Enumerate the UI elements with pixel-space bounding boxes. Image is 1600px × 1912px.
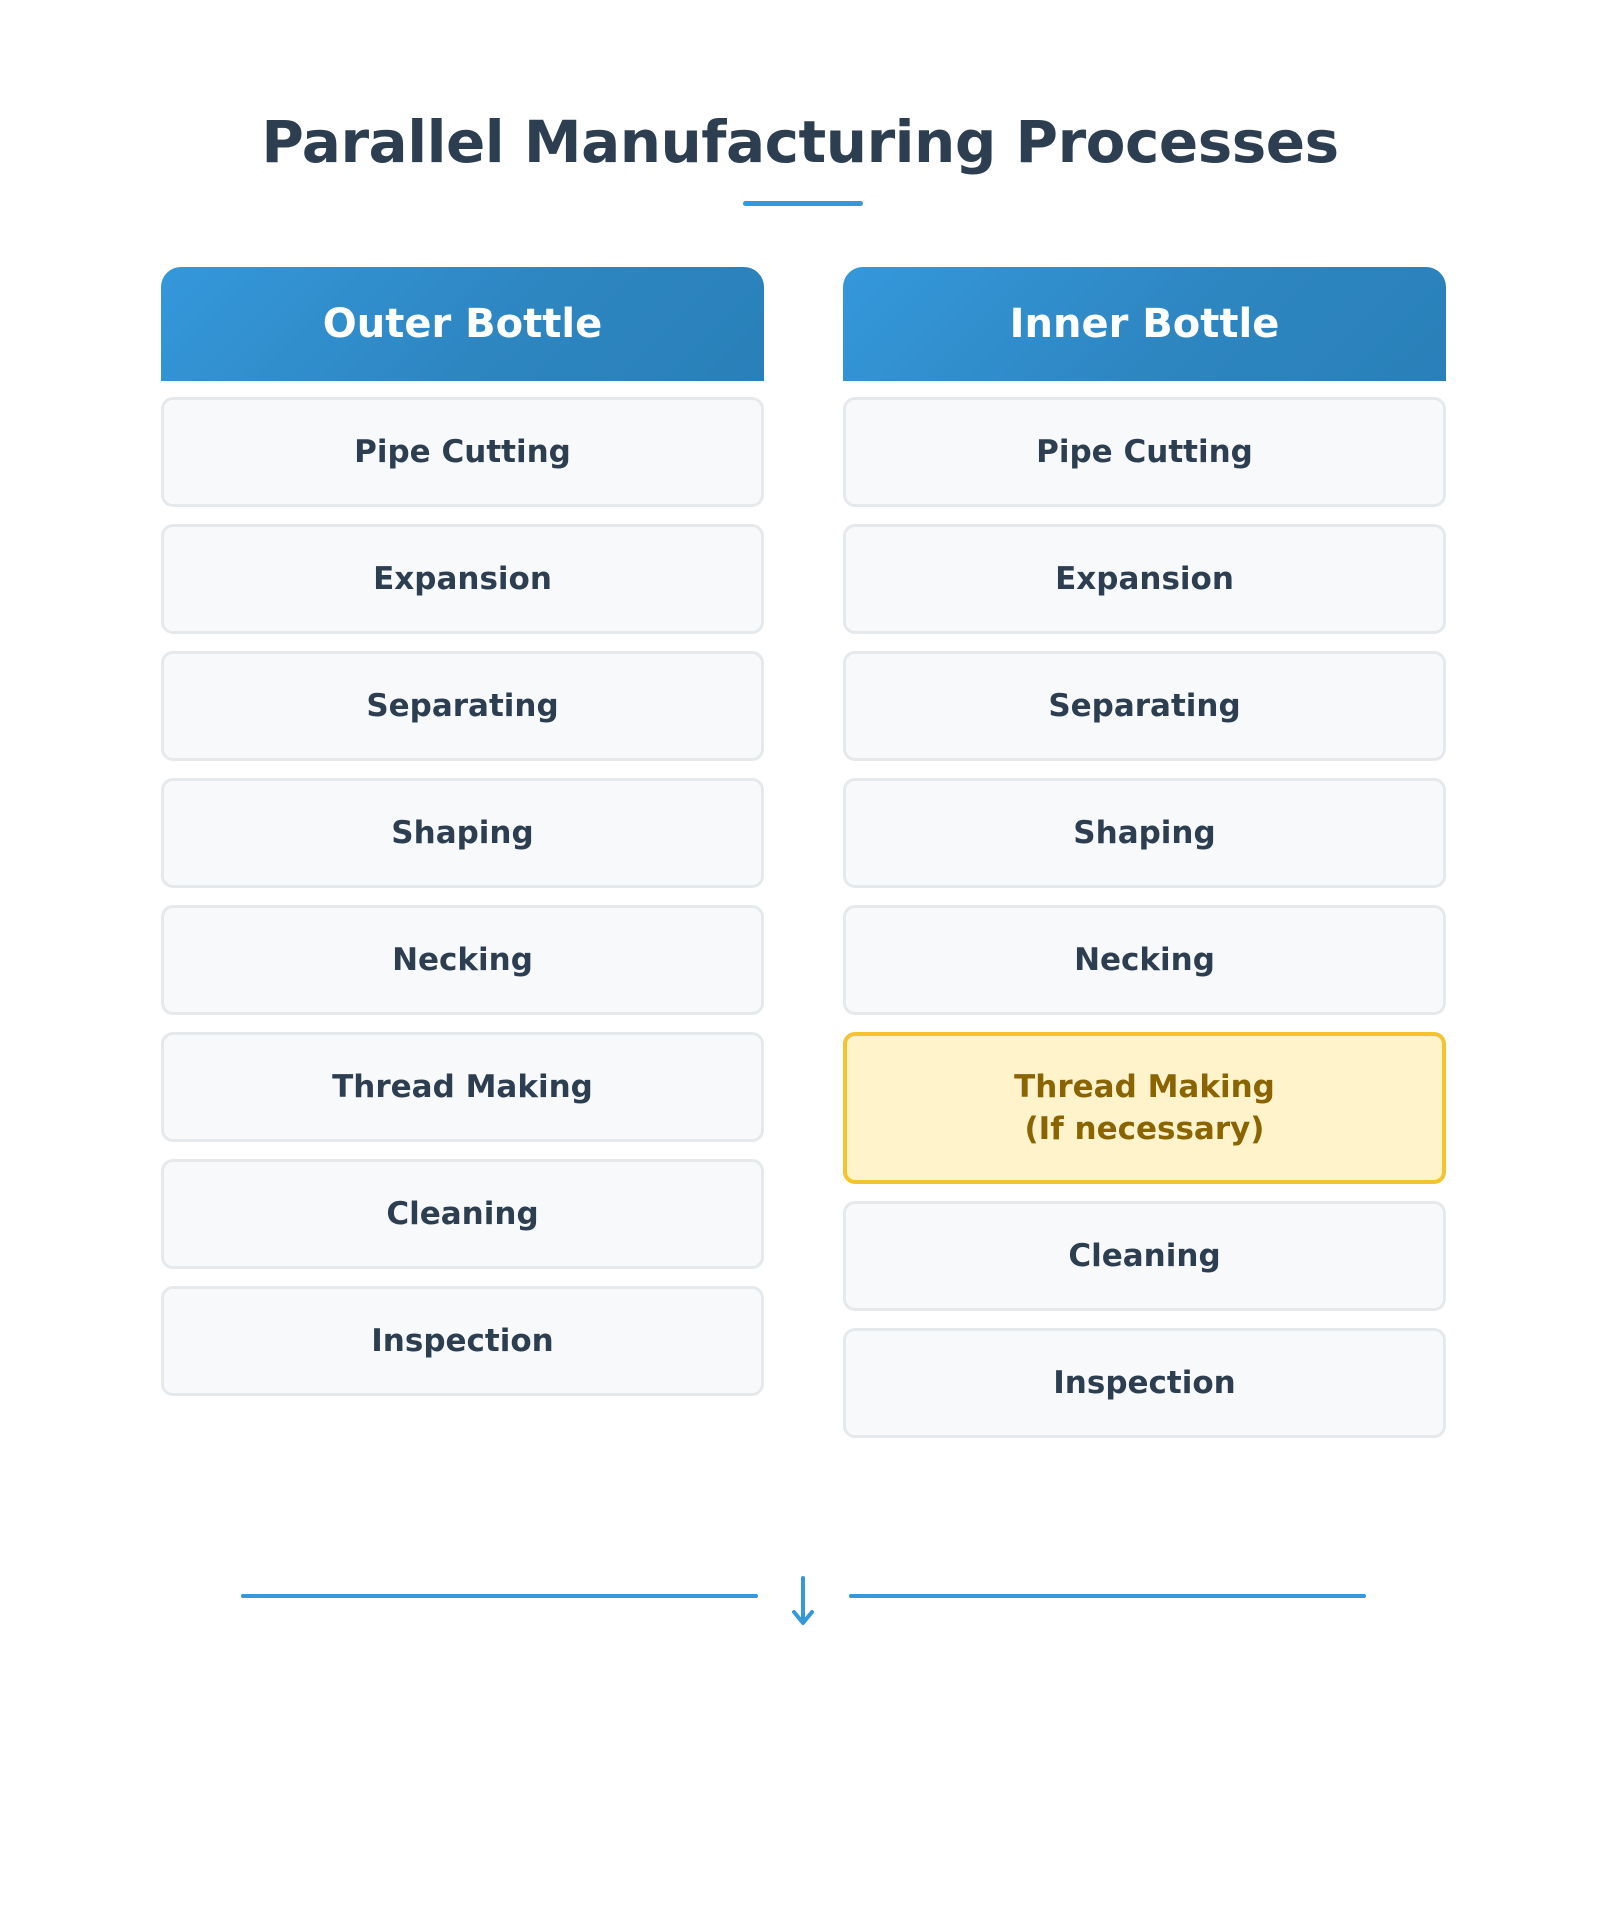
process-step-label: Pipe Cutting bbox=[354, 434, 571, 470]
divider-line-right bbox=[849, 1594, 1366, 1598]
process-step bbox=[843, 778, 1446, 888]
process-step-label: Cleaning bbox=[1068, 1238, 1221, 1274]
process-step-list bbox=[843, 397, 1446, 1438]
process-step bbox=[161, 524, 764, 634]
process-step bbox=[161, 778, 764, 888]
process-step-label: Separating bbox=[1048, 688, 1241, 724]
process-step-label: Pipe Cutting bbox=[1036, 434, 1253, 470]
arrow-down-icon bbox=[777, 1574, 829, 1628]
process-step bbox=[161, 1159, 764, 1269]
process-step bbox=[161, 651, 764, 761]
process-step bbox=[161, 1032, 764, 1142]
process-step-highlighted bbox=[843, 1032, 1446, 1184]
process-step bbox=[843, 905, 1446, 1015]
process-step bbox=[843, 651, 1446, 761]
process-step-list bbox=[161, 397, 764, 1396]
process-step-label: Thread Making bbox=[1014, 1069, 1275, 1105]
process-step-label: Inspection bbox=[1053, 1365, 1236, 1401]
process-step-label: Expansion bbox=[1055, 561, 1234, 597]
process-step bbox=[843, 1328, 1446, 1438]
process-step bbox=[161, 905, 764, 1015]
process-step-label: Cleaning bbox=[386, 1196, 539, 1232]
title-underline bbox=[743, 201, 863, 206]
page-title: Parallel Manufacturing Processes bbox=[261, 108, 1339, 176]
process-step-label: Necking bbox=[1074, 942, 1215, 978]
process-step-label: Necking bbox=[392, 942, 533, 978]
process-step-label: Thread Making bbox=[332, 1069, 593, 1105]
process-step-label: Inspection bbox=[371, 1323, 554, 1359]
column-header: Inner Bottle bbox=[843, 267, 1446, 381]
process-step bbox=[161, 1286, 764, 1396]
divider-line-left bbox=[241, 1594, 758, 1598]
column-outer-bottle bbox=[161, 267, 764, 1413]
process-step-label: Shaping bbox=[391, 815, 534, 851]
process-step-label: Shaping bbox=[1073, 815, 1216, 851]
process-step bbox=[843, 524, 1446, 634]
column-inner-bottle bbox=[843, 267, 1446, 1455]
process-step-label: Separating bbox=[366, 688, 559, 724]
column-header: Outer Bottle bbox=[161, 267, 764, 381]
process-step bbox=[843, 1201, 1446, 1311]
process-step-label: (If necessary) bbox=[1024, 1111, 1265, 1147]
process-step bbox=[161, 397, 764, 507]
process-step bbox=[843, 397, 1446, 507]
process-step-label: Expansion bbox=[373, 561, 552, 597]
